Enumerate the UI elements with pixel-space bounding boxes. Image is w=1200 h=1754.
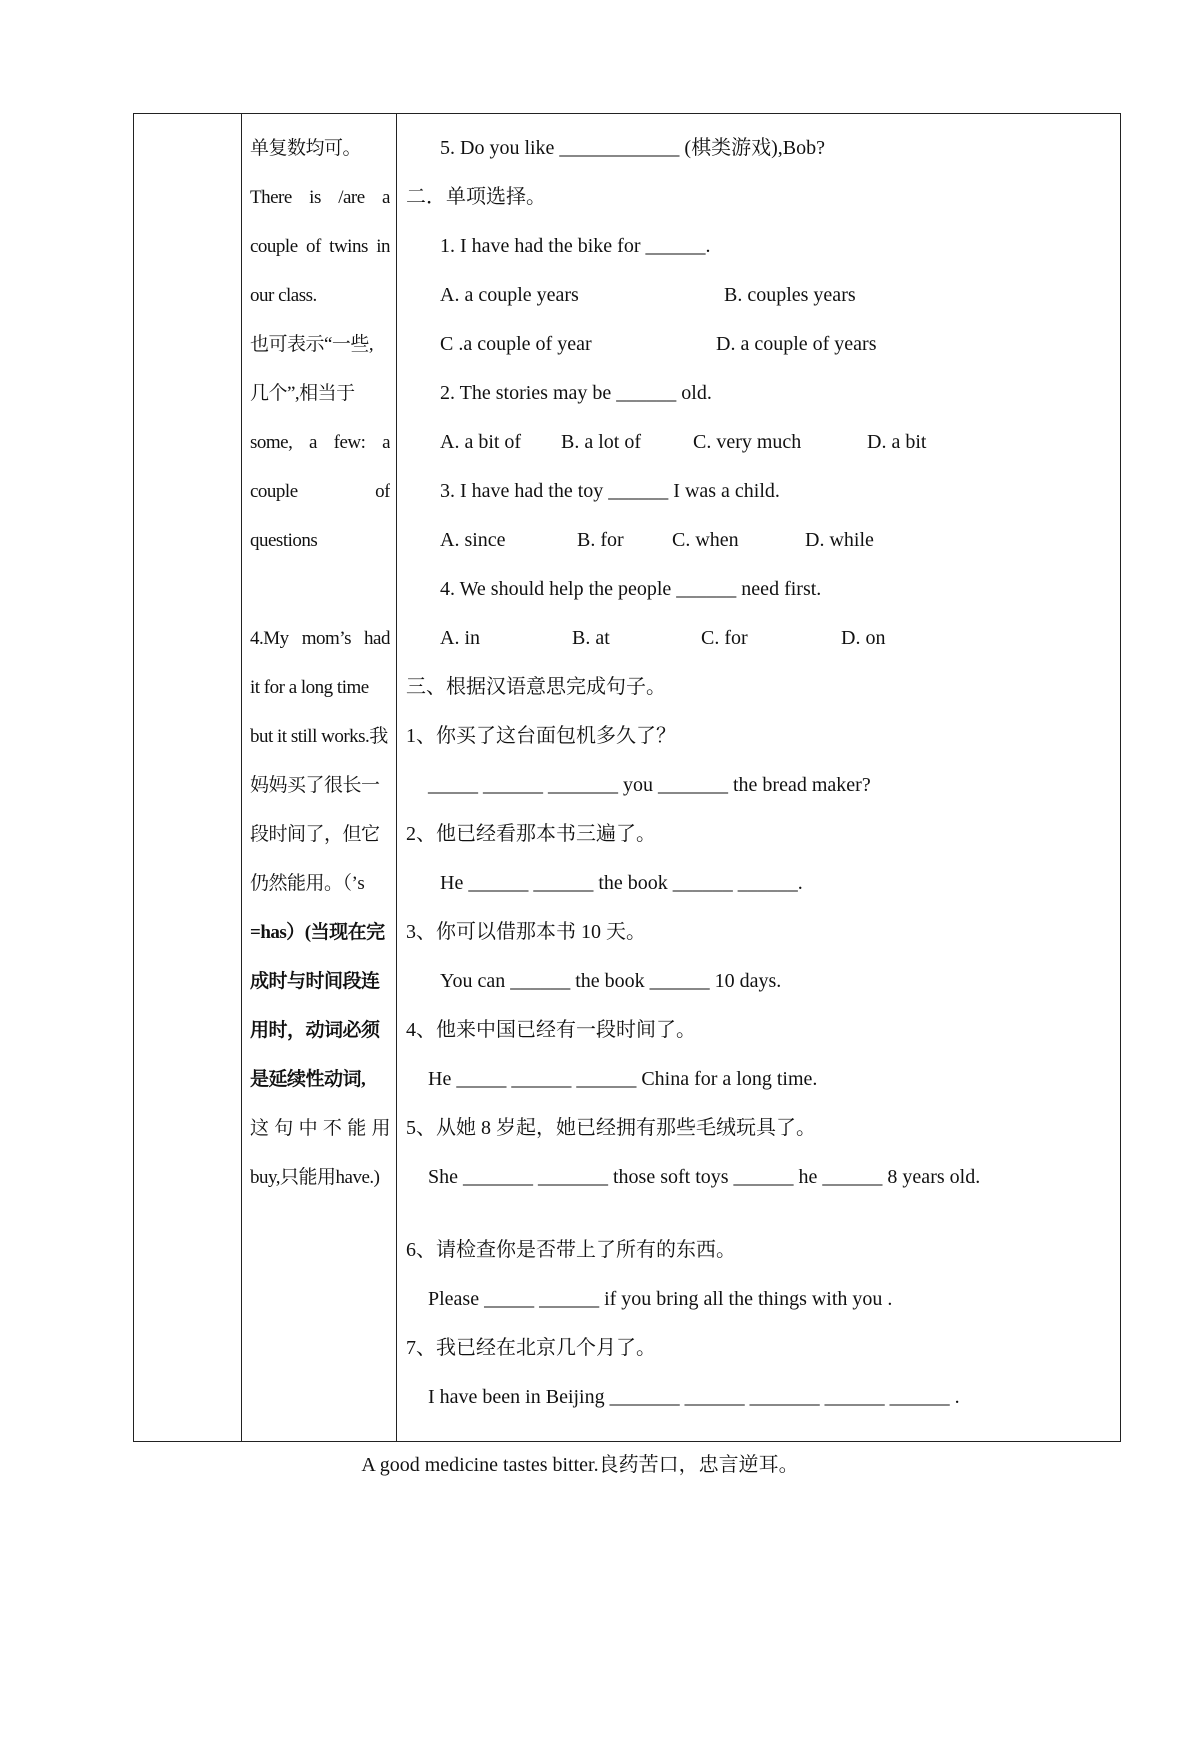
note-spacer — [250, 565, 390, 614]
note-line: 段时间了，但它 — [250, 824, 380, 845]
option-d: D. a bit — [867, 431, 927, 453]
option-d: D. on — [841, 627, 886, 649]
sentence-7-chinese: 7、我已经在北京几个月了。 — [406, 1337, 656, 1359]
proverb-footer: A good medicine tastes bitter.良药苦口，忠言逆耳。 — [361, 1454, 799, 1476]
choice-options-row — [406, 614, 1106, 663]
option-a: A. in — [440, 627, 480, 649]
sentence-6-chinese: 6、请检查你是否带上了所有的东西。 — [406, 1239, 736, 1261]
choice-question-3: 3. I have had the toy ______ I was a child. — [440, 480, 780, 502]
sentence-1-chinese: 1、你买了这台面包机多久了？ — [406, 725, 676, 747]
sentence-7-english: I have been in Beijing _______ ______ _______ ______ ______ . — [428, 1386, 960, 1408]
choice-options-row — [406, 418, 1106, 467]
note-line: =has）(当现在完 — [250, 922, 385, 943]
note-line: 是延续性动词, — [250, 1069, 366, 1090]
note-line: 单复数均可。 — [250, 138, 362, 159]
note-line: There is /are a — [250, 187, 390, 208]
choice-options-row — [406, 516, 1106, 565]
option-b: B. for — [577, 529, 624, 551]
note-line: it for a long time — [250, 677, 369, 698]
exercise-column — [406, 124, 1106, 1422]
note-line: 几个”,相当于 — [250, 383, 355, 404]
note-line: some, a few: a — [250, 432, 390, 453]
option-d: D. while — [805, 529, 874, 551]
note-line: but it still works.我 — [250, 726, 388, 747]
option-a: A. a bit of — [440, 431, 522, 453]
choice-question-2: 2. The stories may be ______ old. — [440, 382, 712, 404]
option-c: C. when — [672, 529, 739, 551]
sentence-4-chinese: 4、他来中国已经有一段时间了。 — [406, 1019, 696, 1041]
column-divider — [396, 114, 397, 1441]
note-line: questions — [250, 530, 318, 551]
note-line: 用时，动词必须 — [250, 1020, 380, 1041]
section-heading-choice: 二．单项选择。 — [406, 186, 546, 208]
option-a: A. since — [440, 529, 506, 551]
choice-options-row — [406, 271, 1106, 320]
option-a: A. a couple years — [440, 284, 579, 306]
sentence-5-english: She _______ _______ those soft toys ______ he ______ 8 years old. — [428, 1166, 981, 1188]
note-line: couple of — [250, 481, 390, 502]
note-line: our class. — [250, 285, 317, 306]
sentence-3-chinese: 3、你可以借那本书 10 天。 — [406, 921, 646, 943]
sentence-5-chinese: 5、从她 8 岁起，她已经拥有那些毛绒玩具了。 — [406, 1117, 816, 1139]
question-5: 5. Do you like ____________ (棋类游戏),Bob? — [440, 137, 825, 159]
section-heading-translation: 三、根据汉语意思完成句子。 — [406, 676, 666, 698]
column-divider — [241, 114, 242, 1441]
option-b: B. a lot of — [561, 431, 641, 453]
note-line: 这句中不能用 — [250, 1118, 390, 1139]
sentence-4-english: He _____ ______ ______ China for a long time. — [428, 1068, 818, 1090]
option-c: C. for — [701, 627, 748, 649]
sentence-2-chinese: 2、他已经看那本书三遍了。 — [406, 823, 656, 845]
option-d: D. a couple of years — [716, 333, 877, 355]
option-b: B. at — [572, 627, 610, 649]
choice-question-4: 4. We should help the people ______ need first. — [440, 578, 822, 600]
option-c: C. very much — [693, 431, 802, 453]
notes-column — [250, 124, 390, 1202]
worksheet-table — [133, 113, 1121, 1442]
option-b: B. couples years — [724, 284, 856, 306]
note-line: 仍然能用。（’s — [250, 873, 365, 894]
sentence-3-english: You can ______ the book ______ 10 days. — [440, 970, 782, 992]
note-line: couple of twins in — [250, 236, 390, 257]
sentence-6-english: Please _____ ______ if you bring all the things with you . — [428, 1288, 893, 1310]
choice-question-1: 1. I have had the bike for ______. — [440, 235, 711, 257]
note-line: 妈妈买了很长一 — [250, 775, 380, 796]
choice-options-row — [406, 320, 1106, 369]
option-c: C .a couple of year — [440, 333, 592, 355]
sentence-1-english: _____ ______ _______ you _______ the bread maker? — [428, 774, 871, 796]
spacer — [406, 1202, 1106, 1226]
note-line: buy,只能用have.) — [250, 1167, 380, 1188]
note-line: 4.My mom’s had — [250, 628, 390, 649]
note-line: 也可表示“一些, — [250, 334, 374, 355]
note-line: 成时与时间段连 — [250, 971, 380, 992]
sentence-2-english: He ______ ______ the book ______ ______. — [440, 872, 803, 894]
